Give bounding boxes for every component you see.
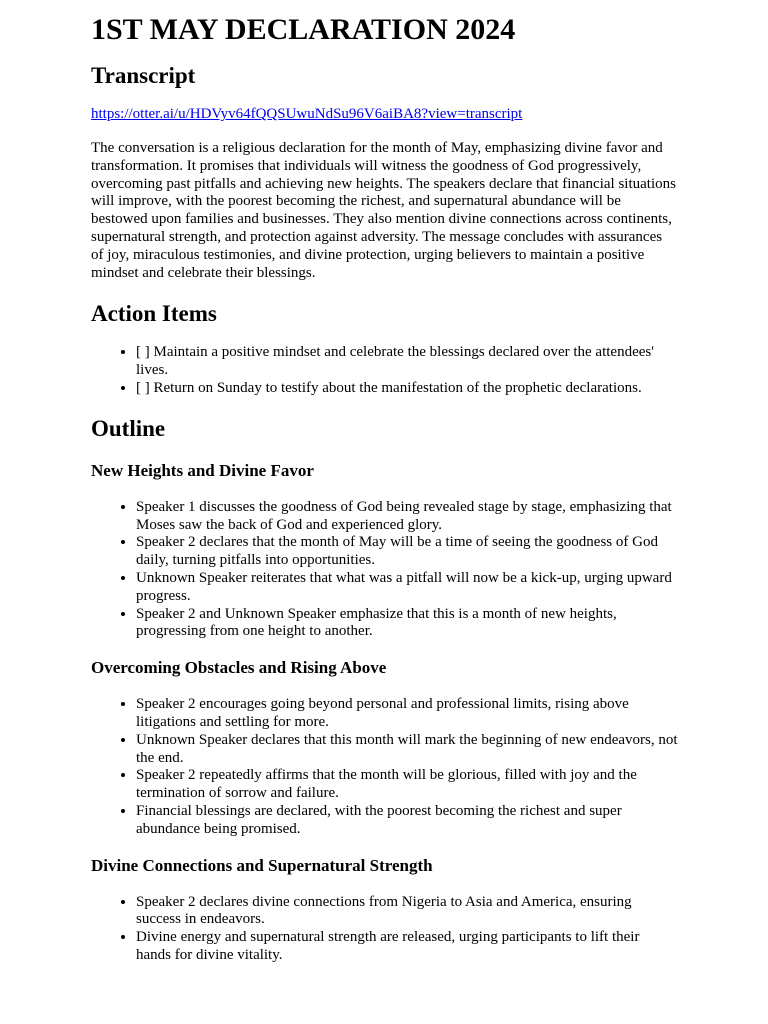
transcript-link[interactable]: https://otter.ai/u/HDVyv64fQQSUwuNdSu96V6aiBA8?view=transcript [91,106,523,122]
outline-section-list [91,696,678,838]
list-item: • Divine energy and supernatural strength are released, urging participants to lift their hands for divine vitality. [136,929,678,965]
document-title: 1ST MAY DECLARATION 2024 [91,13,516,46]
list-item: • Speaker 1 discusses the goodness of God being revealed stage by stage, emphasizing that Moses saw the back of God and experienced glory. [136,499,678,535]
outline-section-heading: Divine Connections and Supernatural Strength [91,855,433,875]
transcript-link-container [91,105,678,123]
summary-paragraph: The conversation is a religious declaration for the month of May, emphasizing divine favor and transformation. It promises that individuals will witness the goodness of God progressively, overcoming past pitfalls and achieving new heights. The speakers declare that financial situations will improve, with the poorest becoming the richest, and supernatural abundance will be bestowed upon families and businesses. They also mention divine connections across continents, supernatural strength, and protection against adversity. The message concludes with assurances of joy, miraculous testimonies, and divine protection, urging believers to maintain a positive mindset and celebrate their blessings. [91,140,676,281]
outline-section-list [91,894,678,965]
list-item: • Speaker 2 encourages going beyond personal and professional limits, rising above litigations and settling for more. [136,696,678,732]
outline-section-heading: New Heights and Divine Favor [91,460,314,480]
list-item: • Speaker 2 declares divine connections from Nigeria to Asia and America, ensuring success in endeavors. [136,894,678,930]
list-item: • Unknown Speaker declares that this month will mark the beginning of new endeavors, not the end. [136,732,678,768]
list-item: • Unknown Speaker reiterates that what was a pitfall will now be a kick-up, urging upward progress. [136,570,678,606]
outline-heading: Outline [91,415,166,441]
outline-section-heading: Overcoming Obstacles and Rising Above [91,658,387,678]
list-item: • Speaker 2 repeatedly affirms that the month will be glorious, filled with joy and the termination of sorrow and failure. [136,767,678,803]
action-item: • [ ] Maintain a positive mindset and celebrate the blessings declared over the attendees' lives. [136,344,678,380]
outline-section-list [91,499,678,641]
action-item: • [ ] Return on Sunday to testify about the manifestation of the prophetic declarations. [136,380,678,398]
transcript-heading: Transcript [91,63,196,88]
list-item: • Speaker 2 and Unknown Speaker emphasize that this is a month of new heights, progressing from one height to another. [136,606,678,642]
list-item: • Speaker 2 declares that the month of May will be a time of seeing the goodness of God daily, turning pitfalls into opportunities. [136,534,678,570]
list-item: • Financial blessings are declared, with the poorest becoming the richest and super abundance being promised. [136,803,678,839]
action-items-list [91,344,678,397]
action-items-heading: Action Items [91,301,217,327]
